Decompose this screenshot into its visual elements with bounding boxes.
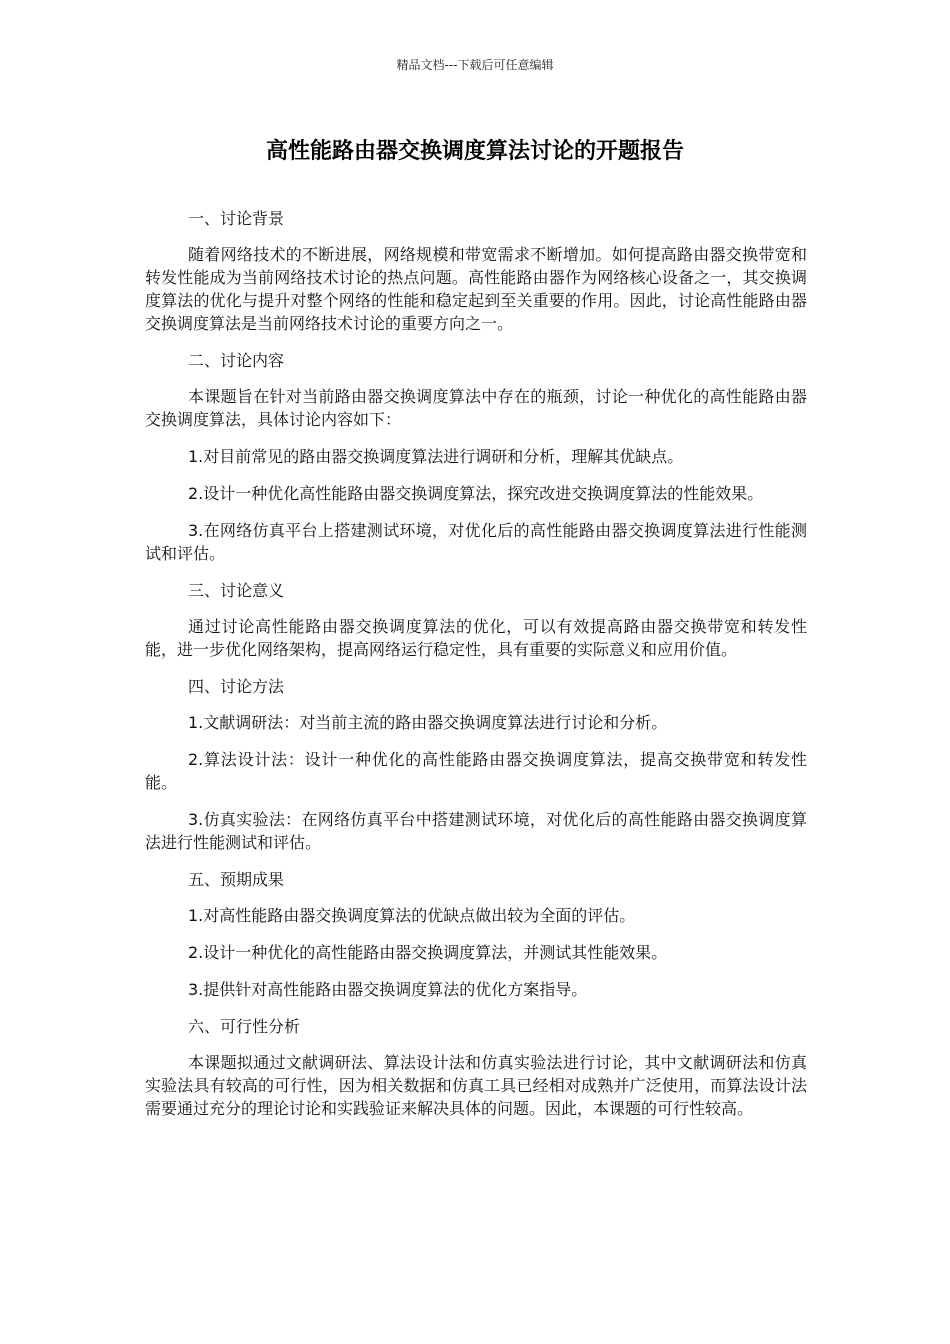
list-item: 2.设计一种优化的高性能路由器交换调度算法，并测试其性能效果。 xyxy=(188,943,668,962)
list-item: 1.文献调研法：对当前主流的路由器交换调度算法进行讨论和分析。 xyxy=(188,713,668,732)
section-heading: 三、讨论意义 xyxy=(188,581,285,600)
list-item: 2.算法设计法：设计一种优化的高性能路由器交换调度算法，提高交换带宽和转发性能。 xyxy=(145,750,807,792)
list-item: 3.仿真实验法：在网络仿真平台中搭建测试环境，对优化后的高性能路由器交换调度算法进行性能测试和评估。 xyxy=(145,810,807,852)
list-item: 1.对高性能路由器交换调度算法的优缺点做出较为全面的评估。 xyxy=(188,906,636,925)
list-item: 3.在网络仿真平台上搭建测试环境，对优化后的高性能路由器交换调度算法进行性能测试和评估。 xyxy=(145,521,807,563)
document-body xyxy=(145,207,807,1134)
section-heading: 四、讨论方法 xyxy=(188,677,285,696)
section-heading: 五、预期成果 xyxy=(188,870,285,889)
document-title: 高性能路由器交换调度算法讨论的开题报告 xyxy=(265,139,684,164)
section-heading: 二、讨论内容 xyxy=(188,351,285,370)
page-header: 精品文档---下载后可任意编辑 xyxy=(396,58,554,72)
paragraph: 通过讨论高性能路由器交换调度算法的优化，可以有效提高路由器交换带宽和转发性能，进一步优化网络架构，提高网络运行稳定性，具有重要的实际意义和应用价值。 xyxy=(145,617,807,659)
paragraph: 本课题拟通过文献调研法、算法设计法和仿真实验法进行讨论，其中文献调研法和仿真实验法具有较高的可行性，因为相关数据和仿真工具已经相对成熟并广泛使用，而算法设计法需要通过充分的理论讨论和实践验证来解决具体的问题。因此，本课题的可行性较高。 xyxy=(145,1053,807,1118)
paragraph: 随着网络技术的不断进展，网络规模和带宽需求不断增加。如何提高路由器交换带宽和转发性能成为当前网络技术讨论的热点问题。高性能路由器作为网络核心设备之一，其交换调度算法的优化与提升对整个网络的性能和稳定起到至关重要的作用。因此，讨论高性能路由器交换调度算法是当前网络技术讨论的重要方向之一。 xyxy=(145,245,807,333)
section-heading: 一、讨论背景 xyxy=(188,209,285,228)
list-item: 1.对目前常见的路由器交换调度算法进行调研和分析，理解其优缺点。 xyxy=(188,447,684,466)
list-item: 2.设计一种优化高性能路由器交换调度算法，探究改进交换调度算法的性能效果。 xyxy=(188,484,764,503)
paragraph: 本课题旨在针对当前路由器交换调度算法中存在的瓶颈，讨论一种优化的高性能路由器交换调度算法，具体讨论内容如下： xyxy=(145,387,807,429)
section-heading: 六、可行性分析 xyxy=(188,1017,301,1036)
list-item: 3.提供针对高性能路由器交换调度算法的优化方案指导。 xyxy=(188,980,588,999)
